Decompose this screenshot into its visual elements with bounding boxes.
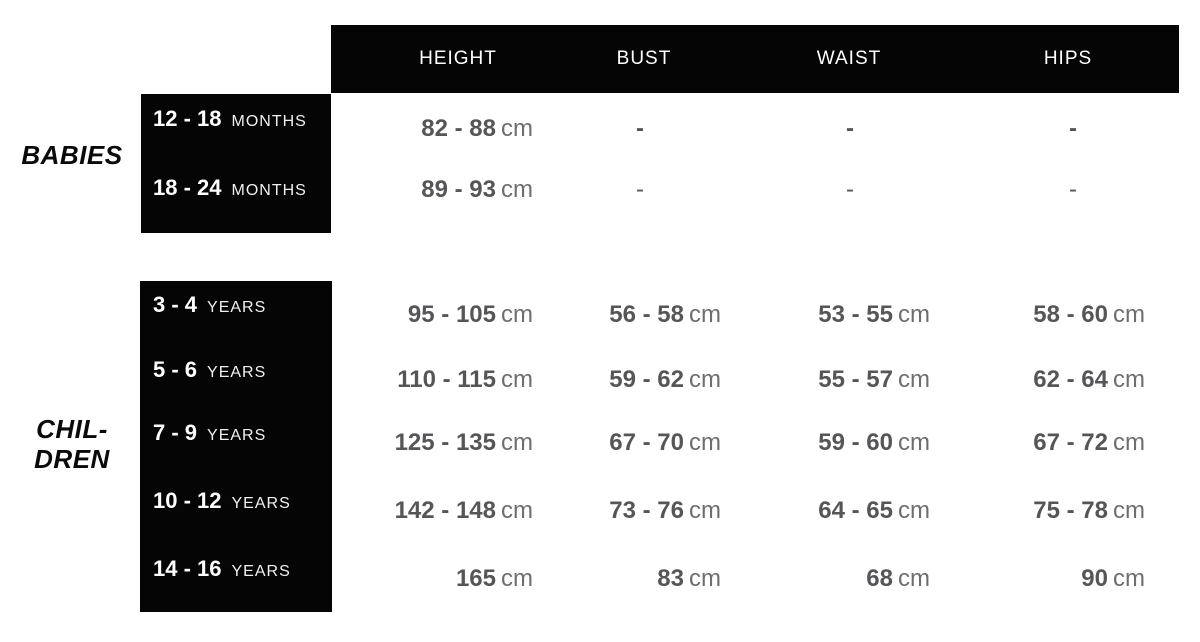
waist-unit: cm xyxy=(898,497,930,524)
table-row-children-14-16 xyxy=(0,549,1200,592)
height-value xyxy=(340,109,533,149)
bust-unit: cm xyxy=(689,565,721,592)
hips-value xyxy=(1033,109,1113,149)
hips-unit: cm xyxy=(1113,301,1145,328)
column-header-bar xyxy=(331,25,1179,93)
waist-value xyxy=(770,360,930,400)
size-range-label xyxy=(153,99,307,139)
hips-number: 62 - 64 xyxy=(1033,366,1108,393)
height-unit: cm xyxy=(501,301,533,328)
hips-value xyxy=(985,295,1145,335)
hips-number: 58 - 60 xyxy=(1033,301,1108,328)
height-unit: cm xyxy=(501,429,533,456)
group-label-children-line2: DREN xyxy=(34,444,110,474)
hips-number: 67 - 72 xyxy=(1033,429,1108,456)
size-range-label xyxy=(153,168,307,208)
bust-value xyxy=(560,295,721,335)
size-range-label xyxy=(153,481,291,521)
waist-number: 64 - 65 xyxy=(818,497,893,524)
bust-number: 59 - 62 xyxy=(609,366,684,393)
waist-number: 68 xyxy=(866,565,893,592)
bust-unit: cm xyxy=(689,301,721,328)
group-label-children-line1: CHIL- xyxy=(36,414,108,444)
height-value xyxy=(340,423,533,463)
bust-value xyxy=(560,491,721,531)
table-row-children-10-12 xyxy=(0,481,1200,524)
size-range-label xyxy=(153,413,266,453)
column-header-waist: WAIST xyxy=(816,48,882,69)
hips-value xyxy=(985,559,1145,599)
height-value xyxy=(340,295,533,335)
height-unit: cm xyxy=(501,565,533,592)
hips-number: 75 - 78 xyxy=(1033,497,1108,524)
column-header-bust: BUST xyxy=(616,48,672,69)
bust-number: 83 xyxy=(657,565,684,592)
table-row-children-5-6 xyxy=(0,350,1200,393)
hips-dash: - xyxy=(1069,176,1077,203)
waist-unit: cm xyxy=(898,565,930,592)
bust-value xyxy=(600,170,680,210)
hips-number: 90 xyxy=(1081,565,1108,592)
bust-unit: cm xyxy=(689,429,721,456)
bust-value xyxy=(600,109,680,149)
size-range: 12 - 18 xyxy=(153,106,222,131)
waist-dash: - xyxy=(846,115,854,142)
size-range-unit: MONTHS xyxy=(231,113,307,130)
bust-value xyxy=(560,423,721,463)
height-value xyxy=(340,491,533,531)
size-range: 10 - 12 xyxy=(153,488,222,513)
waist-dash: - xyxy=(846,176,854,203)
hips-unit: cm xyxy=(1113,497,1145,524)
hips-unit: cm xyxy=(1113,366,1145,393)
hips-value xyxy=(1033,170,1113,210)
table-row-children-3-4 xyxy=(0,285,1200,328)
size-range: 5 - 6 xyxy=(153,357,198,382)
height-number: 82 - 88 xyxy=(421,115,496,142)
height-unit: cm xyxy=(501,115,533,142)
group-label-babies xyxy=(6,140,138,170)
hips-value xyxy=(985,491,1145,531)
height-value xyxy=(340,360,533,400)
waist-unit: cm xyxy=(898,429,930,456)
bust-value xyxy=(560,559,721,599)
waist-value xyxy=(770,491,930,531)
hips-unit: cm xyxy=(1113,429,1145,456)
bust-unit: cm xyxy=(689,497,721,524)
height-number: 165 xyxy=(455,565,496,592)
bust-number: 56 - 58 xyxy=(609,301,684,328)
column-header-height: HEIGHT xyxy=(419,48,497,69)
table-row-babies-18-24 xyxy=(0,168,1200,208)
size-range-unit: YEARS xyxy=(231,495,291,512)
height-number: 142 - 148 xyxy=(394,497,496,524)
size-range: 3 - 4 xyxy=(153,292,198,317)
waist-value xyxy=(770,559,930,599)
height-number: 89 - 93 xyxy=(421,176,496,203)
height-unit: cm xyxy=(501,497,533,524)
size-range: 7 - 9 xyxy=(153,420,198,445)
size-range-unit: MONTHS xyxy=(231,182,307,199)
table-row-babies-12-18 xyxy=(0,99,1200,142)
size-range-unit: YEARS xyxy=(231,563,291,580)
hips-unit: cm xyxy=(1113,565,1145,592)
height-number: 95 - 105 xyxy=(407,301,496,328)
height-number: 110 - 115 xyxy=(397,366,496,393)
waist-value xyxy=(770,295,930,335)
waist-unit: cm xyxy=(898,301,930,328)
size-range-label xyxy=(153,285,266,325)
bust-dash: - xyxy=(636,176,644,203)
group-label-babies-line: BABIES xyxy=(21,140,123,170)
height-unit: cm xyxy=(501,366,533,393)
size-range: 18 - 24 xyxy=(153,175,222,200)
height-value xyxy=(340,170,533,210)
waist-unit: cm xyxy=(898,366,930,393)
bust-number: 73 - 76 xyxy=(609,497,684,524)
hips-dash: - xyxy=(1069,115,1077,142)
size-range-unit: YEARS xyxy=(207,427,267,444)
bust-unit: cm xyxy=(689,366,721,393)
size-range-unit: YEARS xyxy=(207,299,267,316)
waist-number: 53 - 55 xyxy=(818,301,893,328)
waist-number: 55 - 57 xyxy=(818,366,893,393)
bust-dash: - xyxy=(636,115,644,142)
hips-value xyxy=(985,360,1145,400)
table-row-children-7-9 xyxy=(0,413,1200,456)
size-range: 14 - 16 xyxy=(153,556,222,581)
waist-value xyxy=(810,170,890,210)
size-range-label xyxy=(153,549,291,589)
size-range-unit: YEARS xyxy=(207,364,267,381)
size-range-label xyxy=(153,350,266,390)
height-unit: cm xyxy=(501,176,533,203)
column-header-hips: HIPS xyxy=(1043,48,1093,69)
waist-number: 59 - 60 xyxy=(818,429,893,456)
bust-number: 67 - 70 xyxy=(609,429,684,456)
height-number: 125 - 135 xyxy=(394,429,496,456)
hips-value xyxy=(985,423,1145,463)
waist-value xyxy=(770,423,930,463)
height-value xyxy=(340,559,533,599)
bust-value xyxy=(560,360,721,400)
waist-value xyxy=(810,109,890,149)
